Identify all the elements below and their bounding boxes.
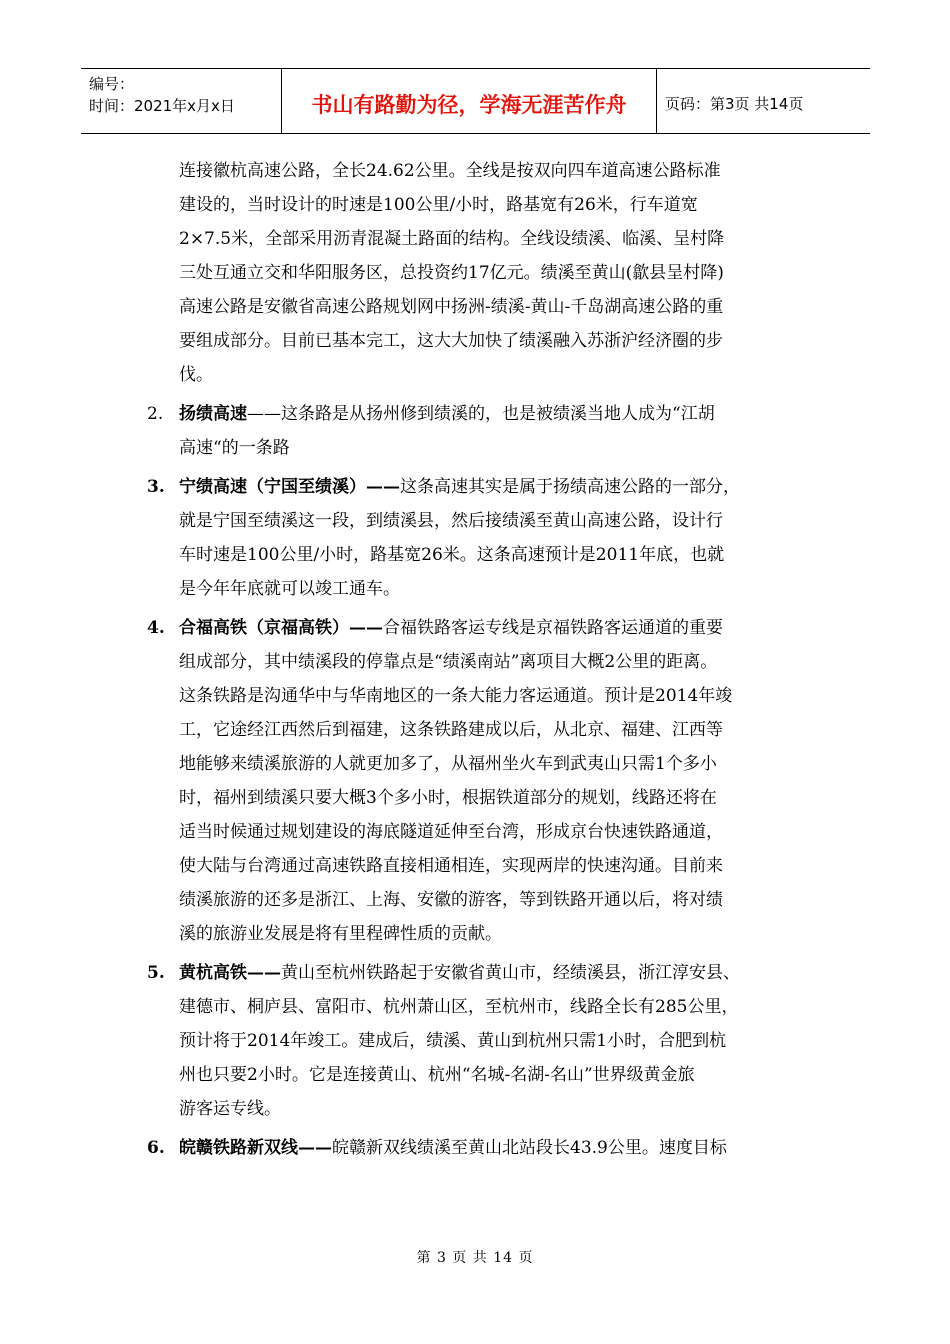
text-line: 溪的旅游业发展是将有里程碑性质的贡献。 [179, 924, 502, 944]
item-heading: 扬绩高速 [179, 404, 247, 424]
item-text: ——这条路是从扬州修到绩溪的，也是被绩溪当地人成为“江胡 [247, 404, 715, 424]
list-item-wangan-railway [141, 1131, 841, 1165]
header-motto: 书山有路勤为径，学海无涯苦作舟 [281, 69, 657, 133]
list-item-yangji-expressway [141, 397, 841, 465]
text-line: 三处互通立交和华阳服务区，总投资约17亿元。绩溪至黄山(歙县呈村降) [179, 263, 724, 283]
header-meta [81, 69, 281, 133]
text-line: 伐。 [179, 365, 213, 385]
list-number: 6. [147, 1138, 165, 1158]
page-header [81, 68, 870, 134]
text-line: 连接徽杭高速公路，全长24.62公里。全线是按双向四车道高速公路标准 [179, 161, 721, 181]
text-line: 高速“的一条路 [179, 438, 290, 458]
list-item-hefu-railway [141, 611, 841, 951]
document-number-label: 编号： [89, 75, 135, 93]
text-line: 适当时候通过规划建设的海底隧道延伸至台湾，形成京台快速铁路通道， [179, 822, 723, 842]
item-text: 黄山至杭州铁路起于安徽省黄山市，经绩溪县，浙江淳安县、 [281, 963, 740, 983]
list-number: 5. [147, 963, 165, 983]
text-line: 这条铁路是沟通华中与华南地区的一条大能力客运通道。预计是2014年竣 [179, 686, 733, 706]
item-text: 合福铁路客运专线是京福铁路客运通道的重要 [383, 618, 723, 638]
text-line [141, 956, 841, 990]
text-line: 高速公路是安徽省高速公路规划网中扬洲-绩溪-黄山-千岛湖高速公路的重 [179, 297, 724, 317]
item-text: 这条高速其实是属于扬绩高速公路的一部分， [400, 477, 740, 497]
list-number: 3. [147, 477, 165, 497]
text-line: 2×7.5米，全部采用沥青混凝土路面的结构。全线设绩溪、临溪、呈村降 [179, 229, 725, 249]
text-line: 车时速是100公里/小时，路基宽26米。这条高速预计是2011年底，也就 [179, 545, 725, 565]
item-heading: 宁绩高速（宁国至绩溪）—— [179, 477, 400, 497]
text-line: 就是宁国至绩溪这一段，到绩溪县，然后接绩溪至黄山高速公路，设计行 [179, 511, 723, 531]
document-body [141, 154, 841, 1170]
document-date: 时间：2021年x月x日 [89, 97, 235, 115]
intro-paragraph [141, 154, 841, 392]
list-number: 4. [147, 618, 165, 638]
text-line: 要组成部分。目前已基本完工，这大大加快了绩溪融入苏浙沪经济圈的步 [179, 331, 723, 351]
text-line: 预计将于2014年竣工。建成后，绩溪、黄山到杭州只需1小时，合肥到杭 [179, 1031, 727, 1051]
text-line: 建设的，当时设计的时速是100公里/小时，路基宽有26米，行车道宽 [179, 195, 698, 215]
text-line: 时，福州到绩溪只要大概3个多小时，根据铁道部分的规划，线路还将在 [179, 788, 717, 808]
text-line: 建德市、桐庐县、富阳市、杭州萧山区，至杭州市，线路全长有285公里， [179, 997, 739, 1017]
text-line: 地能够来绩溪旅游的人就更加多了，从福州坐火车到武夷山只需1个多小 [179, 754, 717, 774]
text-line: 是今年年底就可以竣工通车。 [179, 579, 400, 599]
text-line: 绩溪旅游的还多是浙江、上海、安徽的游客，等到铁路开通以后，将对绩 [179, 890, 723, 910]
list-number: 2. [147, 404, 164, 424]
text-line: 组成部分，其中绩溪段的停靠点是“绩溪南站”离项目大概2公里的距离。 [179, 652, 718, 672]
text-line [141, 397, 841, 431]
item-text: 皖赣新双线绩溪至黄山北站段长43.9公里。速度目标 [332, 1138, 727, 1158]
text-line: 州也只要2小时。它是连接黄山、杭州“名城-名湖-名山”世界级黄金旅 [179, 1065, 695, 1085]
text-line: 游客运专线。 [179, 1099, 281, 1119]
text-line [141, 470, 841, 504]
list-item-ningji-expressway [141, 470, 841, 606]
list-item-huanghang-railway [141, 956, 841, 1126]
text-line [141, 611, 841, 645]
item-heading: 皖赣铁路新双线—— [179, 1138, 332, 1158]
item-heading: 合福高铁（京福高铁）—— [179, 618, 383, 638]
text-line [141, 1131, 841, 1165]
item-heading: 黄杭高铁—— [179, 963, 281, 983]
text-line: 使大陆与台湾通过高速铁路直接相通相连，实现两岸的快速沟通。目前来 [179, 856, 723, 876]
text-line: 工，它途经江西然后到福建，这条铁路建成以后，从北京、福建、江西等 [179, 720, 723, 740]
page-footer: 第 3 页 共 14 页 [416, 1250, 534, 1266]
header-page-info: 页码：第3页 共14页 [665, 94, 804, 113]
